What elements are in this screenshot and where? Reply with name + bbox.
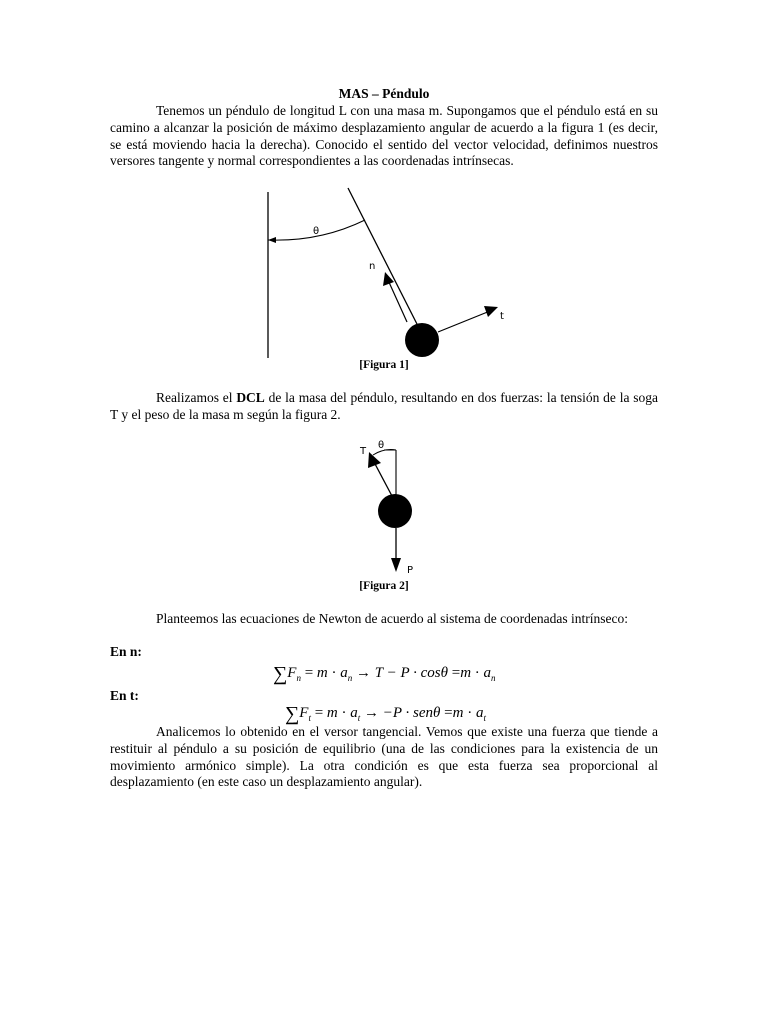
eq-t-dot2: ·	[463, 705, 476, 721]
weight-arrowhead	[391, 558, 401, 572]
eq-n-sub: n	[296, 673, 301, 683]
eq-t-theta: θ	[433, 705, 441, 721]
tangent-vector	[438, 311, 490, 332]
eq-t-a2: a	[475, 705, 484, 721]
page-title: MAS – Péndulo	[338, 86, 430, 101]
pendulum-string	[348, 188, 420, 330]
paragraph-dcl-before: Realizamos el	[156, 390, 237, 405]
eq-t-m2: m	[452, 705, 464, 721]
eq-t-sub: t	[308, 713, 311, 723]
figure-2-T-label: T	[360, 446, 367, 457]
paragraph-dcl-after: de la masa del péndulo, resultando en dos fuerzas: la tensión de la soga T y el peso de la masa m según la figura 2.	[110, 390, 658, 422]
sigma-symbol: ∑	[273, 663, 288, 685]
paragraph-analysis-text: Analicemos lo obtenido en el versor tangencial. Vemos que existe una fuerza que tiende a restituir al péndulo a su posición de equilibrio (una de las condiciones para la existencia de un movimiento armónico simple). La otra condición es que esta fuerza sea proporcional al desplazamiento (en este caso un desplazamiento angular).	[110, 724, 658, 790]
eq-n-a2: a	[483, 665, 492, 681]
eq-n-m2: m	[460, 665, 472, 681]
sigma-symbol: ∑	[285, 703, 300, 725]
pendulum-mass	[405, 323, 439, 357]
eq-n-a: a	[340, 665, 348, 681]
eq-n-rhs: T − P · cos	[374, 665, 441, 681]
eq-n-m: m	[316, 665, 328, 681]
paragraph-intro	[110, 103, 658, 170]
label-en-n: En n:	[110, 644, 142, 659]
eq-n-arrow: →	[352, 665, 375, 681]
figure-1-caption: [Figura 1]	[359, 359, 409, 371]
paragraph-dcl-bold: DCL	[236, 390, 265, 405]
eq-t-sub2: t	[483, 713, 486, 723]
eq-t-eq2: =	[440, 705, 453, 721]
eq-t-rhs: −P · sen	[382, 705, 434, 721]
eq-t-a: a	[350, 705, 358, 721]
eq-n-sub-a: n	[347, 673, 353, 683]
eq-n-eq1: =	[300, 665, 317, 681]
eq-n-sub2: n	[491, 673, 496, 683]
pendulum-mass	[378, 494, 412, 528]
tangent-vector-arrowhead	[484, 306, 498, 317]
eq-t-eq1: =	[310, 705, 327, 721]
figure-2-theta-label: θ	[378, 440, 385, 451]
figure-1-theta-label: θ	[313, 226, 320, 237]
eq-n-eq2: =	[447, 665, 461, 681]
eq-n-dot: ·	[327, 665, 341, 681]
eq-t-sub-a: t	[357, 713, 361, 723]
eq-t-m: m	[326, 705, 338, 721]
figure-2-diagram	[0, 440, 768, 580]
equation-tangent	[285, 703, 486, 726]
eq-t-dot: ·	[337, 705, 351, 721]
tension-vector	[374, 462, 392, 496]
paragraph-intro-text: Tenemos un péndulo de longitud L con una masa m. Supongamos que el péndulo está en su camino a alcanzar la posición de máximo desplazamiento angular de acuerdo a la figura 1 (es decir, se está moviendo hacia la derecha). Conocido el sentido del vector velocidad, definimos nuestros versores tangente y normal correspondientes a las coordenadas intrínsecas.	[110, 103, 658, 169]
paragraph-newton	[110, 611, 658, 628]
figure-1-diagram	[0, 180, 768, 380]
equation-normal	[273, 663, 496, 686]
paragraph-dcl	[110, 390, 658, 424]
label-en-t: En t:	[110, 688, 139, 703]
eq-n-theta: θ	[440, 665, 448, 681]
figure-1-t-label: t	[500, 311, 504, 322]
paragraph-analysis	[110, 724, 658, 791]
figure-2-P-label: P	[407, 565, 414, 576]
figure-1-n-label: n	[369, 261, 376, 272]
eq-n-dot2: ·	[471, 665, 484, 681]
eq-t-arrow: →	[360, 705, 383, 721]
eq-n-F: F	[287, 665, 297, 681]
theta-arc-arrowhead	[268, 237, 276, 243]
paragraph-newton-text: Planteemos las ecuaciones de Newton de acuerdo al sistema de coordenadas intrínseco:	[156, 611, 628, 626]
figure-2-caption: [Figura 2]	[359, 580, 409, 592]
eq-t-F: F	[299, 705, 309, 721]
